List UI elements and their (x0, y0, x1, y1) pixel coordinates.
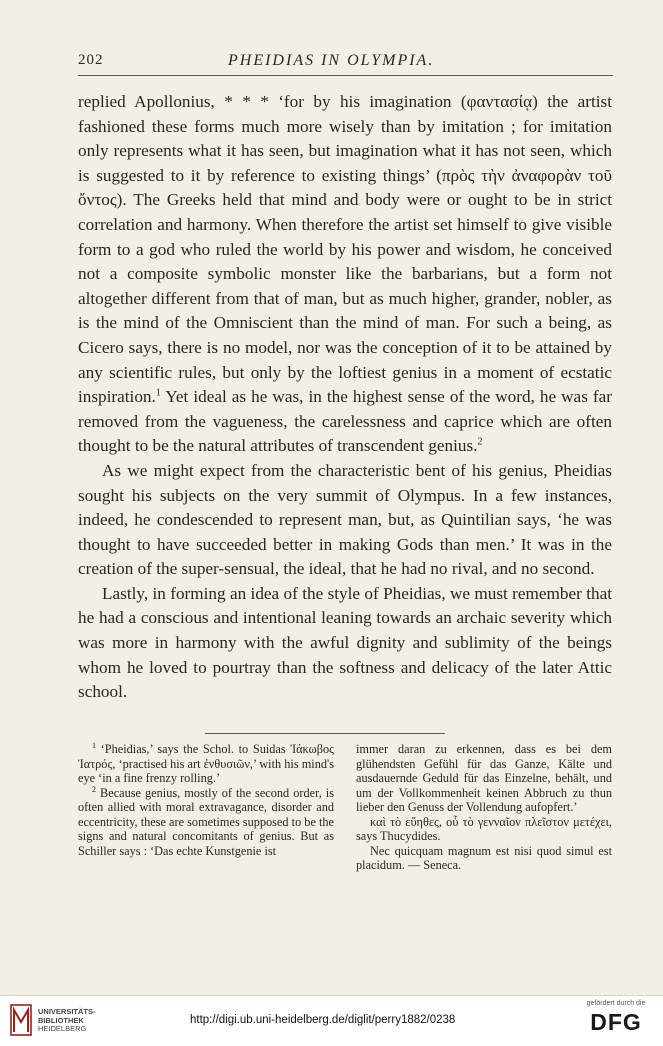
footnote-latin-quote: Nec quicquam magnum est nisi quod simul est placidum. — Seneca. (356, 843, 612, 872)
footnote-2-text: Because genius, mostly of the second order, is often allied with moral extravagance, disorder and eccentricity, these are sometimes supposed to be the signs and natural concomitants of genius. But as Schiller says : ‘Das echte Kunstgenie ist (78, 785, 334, 858)
footnote-1-mark: 1 (92, 740, 96, 750)
library-name-line-1: UNIVERSITÄTS- (38, 1007, 96, 1016)
footnote-1-text: ‘Pheidias,’ says the Schol. to Suidas Ἰάκωβος Ἰατρός, ‘practised his art ἐνθυσιῶν,’ with his mind's eye ‘in a fine frenzy rolling.’ (78, 742, 335, 785)
library-name-line-2: BIBLIOTHEK (38, 1015, 84, 1025)
paragraph-1-continued: Yet ideal as he was, in the highest sense of the word, he was far removed from the vagueness, the carelessness and caprice which are often thought to be the natural attributes of transcendent genius. (78, 387, 612, 456)
footnote-2 (78, 786, 334, 859)
footnote-2-continued: immer daran zu erkennen, dass es bei dem glühendsten Gefühl für das Ganze, Kälte und ausdauernde Geduld für das Einzelne, behält, und um der Vollkommenheit keinen Abbruch zu thun lieber den Genuss der Vollendung aufopfert.’ (356, 742, 612, 814)
sponsor-block (579, 1000, 653, 1036)
source-url-link[interactable]: http://digi.ub.uni-heidelberg.de/diglit/perry1882/0238 (190, 1014, 456, 1026)
library-name (38, 1008, 96, 1034)
main-text (78, 90, 612, 705)
library-logo-icon (10, 1004, 32, 1036)
dfg-logo: DFG (590, 1009, 642, 1035)
sponsor-text: gefördert durch die (586, 1000, 646, 1007)
footnote-greek-quote: καὶ τὸ εὔηθες, οὗ τὸ γενναῖον πλεῖστον μετέχει, says Thucydides. (356, 814, 612, 843)
running-title: PHEIDIAS IN OLYMPIA. (228, 52, 435, 69)
footnote-2-mark: 2 (92, 784, 96, 794)
paragraph-1 (78, 90, 612, 459)
footnote-ref-2: 2 (477, 436, 483, 448)
footnote-ref-1: 1 (155, 387, 161, 399)
paragraph-2: As we might expect from the characteristic bent of his genius, Pheidias sought his subjects on the very summit of Olympus. In a few instances, indeed, he condescended to represent man, but, as Quintilian says, ‘he was thought to have succeeded better in making Gods than men.’ It was in the creation of the super-sensual, the ideal, that he had no rival, and no second. (78, 460, 612, 579)
page-header (78, 52, 613, 76)
footnote-column-right (356, 742, 612, 873)
paragraph-3: Lastly, in forming an idea of the style of Pheidias, we must remember that he had a conscious and intentional leaning towards an archaic severity which was more in harmony with the awful dignity and sublimity of the beings whom he loved to pourtray than the softness and delicacy of the later Attic school. (78, 583, 612, 702)
footnote-column-left (78, 742, 334, 858)
library-name-line-3: HEIDELBERG (38, 1024, 87, 1033)
paragraph-1-text: replied Apollonius, * * * ‘for by his imagination (φαντασίᾳ) the artist fashioned these forms much more wisely than by imitation ; for imitation only represents what it has seen, but imagination what it has not seen, which is suggested to it by reference to existing things’ (πρὸς τὴν ἀναφορὰν τοῦ ὄντος). The Greeks held that mind and body were or ought to be in strict correlation and harmony. When therefore the artist set himself to give visible form to a god who ruled the world by his power and wisdom, he conceived not a composite symbolic monster like the barbarians, but a form not altogether different from that of man, but as much higher, grander, nobler, as is the mind of the Omniscient than the mind of man. For such a being, as Cicero says, there is no model, nor was the conception of it to be attained by any scientific rules, but only by the loftiest genius in a moment of ecstatic inspiration. (78, 92, 612, 407)
footnote-1 (78, 742, 334, 786)
header-rule (78, 75, 613, 76)
digitization-footer (0, 995, 663, 1046)
text-end-rule (205, 733, 445, 734)
page-number: 202 (78, 52, 104, 68)
